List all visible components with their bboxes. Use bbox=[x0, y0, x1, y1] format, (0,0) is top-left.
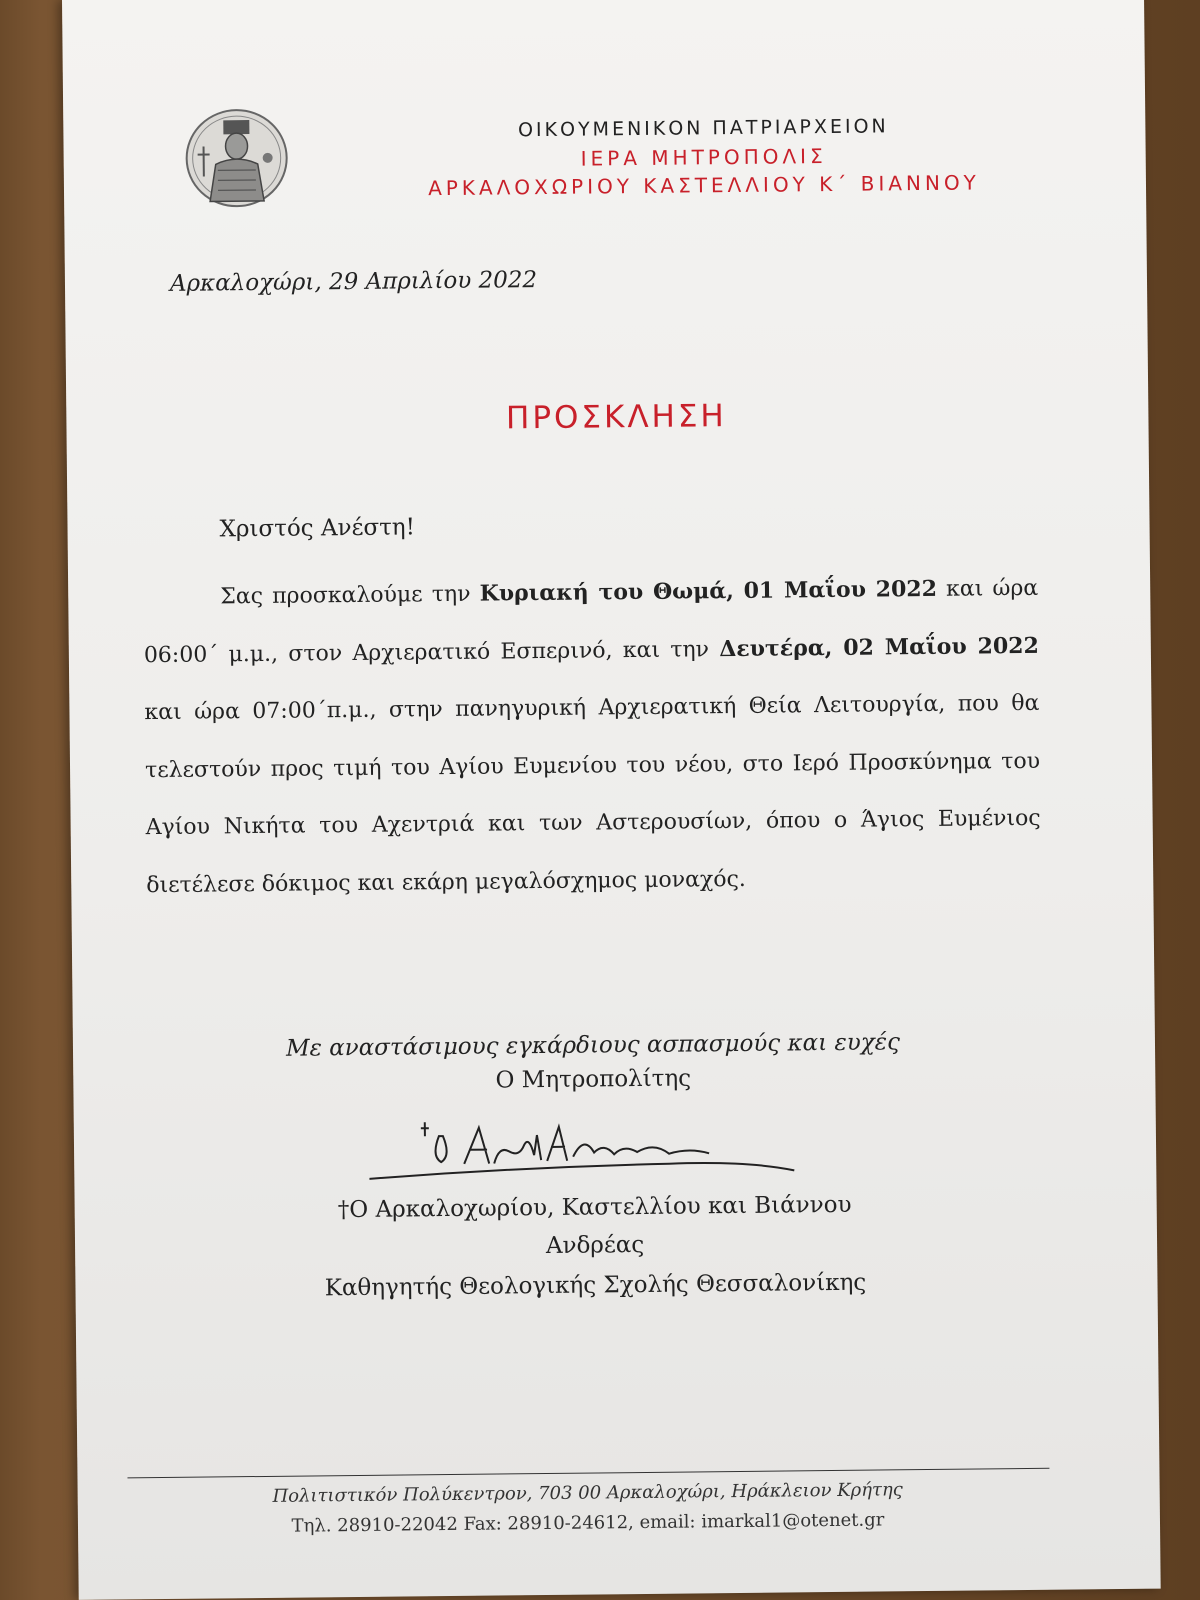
letter-title: ΠΡΟΣΚΛΗΣΗ bbox=[505, 398, 727, 437]
signatory-title: †Ο Αρκαλοχωρίου, Καστελλίου και Βιάννου bbox=[337, 1191, 852, 1224]
greeting: Χριστός Ανέστη! bbox=[219, 514, 416, 543]
closing-line: Με αναστάσιμους εγκάρδιους ασπασμούς και ευχές bbox=[285, 1029, 901, 1062]
body-text-3: και ώρα 07:00΄π.μ., στην πανηγυρική Αρχιερατική Θεία Λειτουργία, που θα τελεστούν προς τιμή του Αγίου Ευμενίου του νέου, στο Ιερό Προσκύνημα του Αγίου Νικήτα του Αχεντριά και των Αστερουσίων, όπου ο Άγιος Ευμένιος διετέλεσε δόκιμος και εκάρη μεγαλόσχημος μοναχός. bbox=[144, 690, 1041, 898]
metropolitan-label: Ο Μητροπολίτης bbox=[495, 1065, 692, 1094]
body-bold-2: Δευτέρα, 02 Μαΐου 2022 bbox=[719, 632, 1039, 662]
signatory-name: Ανδρέας bbox=[545, 1231, 645, 1260]
letter-sheet bbox=[62, 0, 1161, 1600]
body-text-1: Σας προσκαλούμε την bbox=[220, 581, 480, 610]
footer-divider bbox=[127, 1468, 1049, 1479]
body-bold-1: Κυριακή του Θωμά, 01 Μαΐου 2022 bbox=[479, 575, 938, 607]
signatory-position: Καθηγητής Θεολογικής Σχολής Θεσσαλονίκης bbox=[324, 1269, 867, 1302]
header-patriarchate: ΟΙΚΟΥΜΕΝΙΚΟΝ ΠΑΤΡΙΑΡΧΕΙΟΝ bbox=[517, 115, 889, 142]
letter-body bbox=[143, 560, 1042, 914]
header-metropolis: ΙΕΡΑ ΜΗΤΡΟΠΟΛΙΣ bbox=[580, 144, 827, 171]
letter-date: Αρκαλοχώρι, 29 Απριλίου 2022 bbox=[169, 267, 538, 297]
header-metropolis-name: ΑΡΚΑΛΟΧΩΡΙΟΥ ΚΑΣΤΕΛΛΙΟΥ Κ΄ ΒΙΑΝΝΟΥ bbox=[427, 170, 980, 201]
footer-address: Πολιτιστικόν Πολύκεντρον, 703 00 Αρκαλοχώρι, Ηράκλειον Κρήτης bbox=[272, 1479, 903, 1507]
body-text-2: και ώρα 06:00΄ μ.μ., στον Αρχιερατικό Εσπερινό, και την bbox=[143, 575, 1039, 668]
handwritten-signature-icon bbox=[369, 1102, 800, 1186]
footer-contact: Τηλ. 28910-22042 Fax: 28910-24612, email: imarkal1@otenet.gr bbox=[291, 1509, 885, 1537]
seal-emblem-icon bbox=[181, 106, 292, 212]
